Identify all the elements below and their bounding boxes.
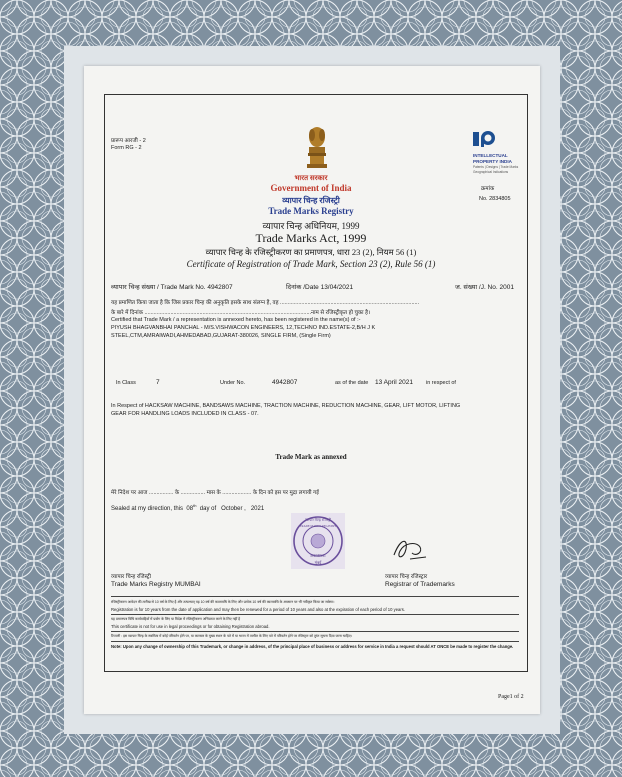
note2-english: This certificate is not for use in legal proceedings or for obtaining Registration abroad. <box>111 624 270 629</box>
certificate-title-english: Certificate of Registration of Trade Mark, Section 23 (2), Rule 56 (1) <box>186 259 436 269</box>
ip-logo-line3: Patents | Designs | Trade Marks <box>473 165 519 170</box>
certificate-title-hindi: व्यापार चिन्ह के रजिस्ट्रीकरण का प्रमाणपत्र, धारा 23 (2), नियम 56 (1) <box>205 247 417 257</box>
tm-label: व्यापार चिन्ह संख्या / Trade Mark No. <box>111 284 206 291</box>
sealed-year: 2021 <box>250 506 265 512</box>
note1-hindi: रजिस्ट्रीकरण आवेदन की तारीख से 10 वर्ष के लिए है और तत्पश्चात् यह 10 वर्ष की कालावधि के लिए और प्रत्येक 10 वर्ष की कालावधि के अवसान पर भी नवीकृत किया जा सकेगा। <box>111 600 335 604</box>
para-hindi-1: यह प्रमाणित किया जाता है कि जिस प्रकार चिन्ह की अनुकृति इसके साथ संलग्न है, वह ........................................................................................... <box>111 300 420 306</box>
note1-english: Registration is for 10 years from the date of application and may then be renewed for a period of 10 years and also at the expiration of each period of 10 years. <box>111 607 405 612</box>
sealed-day: 08 <box>186 506 194 512</box>
seal-city-english: MUMBAI <box>310 554 326 558</box>
note-divider-3 <box>111 641 519 642</box>
owner-line-1: PIYUSH BHAGVANBHAI PANCHAL - M/S.VISHWACON ENGINEERS, 12,TECHNO IND.ESTATE-2,B/H J K <box>111 325 376 331</box>
footer-divider <box>111 596 519 597</box>
registry-english: Trade Marks Registry <box>268 206 354 216</box>
footer-left-hindi: व्यापार चिन्ह रजिस्ट्री <box>111 574 151 580</box>
seal-city-hindi: मुंबई <box>314 560 322 565</box>
ip-logo-line1: INTELLECTUAL <box>473 153 508 158</box>
footer-right-english: Registrar of Trademarks <box>385 581 455 588</box>
goods-line-1: In Respect of HACKSAW MACHINE, BANDSAWS MACHINE, TRACTION MACHINE, REDUCTION MACHINE, GEAR, LIFT MOTOR, LIFTING <box>111 403 461 409</box>
para-english: Certified that Trade Mark / a representation is annexed hereto, has been registered in the name(s) of :- <box>111 317 361 323</box>
asof-value: 13 April 2021 <box>375 379 413 386</box>
note-divider-2 <box>111 631 519 632</box>
note-divider-1 <box>111 614 519 615</box>
note2-hindi: यह प्रमाणपत्र विधि कार्यवाहियों में प्रयोग के लिए या विदेश में रजिस्ट्रीकरण अभिप्राप्त करने के लिए नहीं है <box>111 617 241 621</box>
trade-mark-annexed: Trade Mark as annexed <box>275 453 347 461</box>
serial-number: No. 2834805 <box>479 196 511 202</box>
registration-date <box>286 282 353 291</box>
registrar-signature <box>390 533 430 565</box>
ip-india-logo <box>473 130 518 174</box>
journal-label: ज. संख्या /J. No. <box>455 284 498 291</box>
under-value: 4942807 <box>272 379 298 386</box>
registry-hindi: व्यापार चिन्ह रजिस्ट्री <box>282 196 340 205</box>
ip-logo-line2: PROPERTY INDIA <box>473 159 512 165</box>
serial-hindi: क्रमांक <box>481 186 495 192</box>
sealed-label: Sealed at my direction, this <box>111 506 184 512</box>
sealed-day-suffix: th <box>193 503 197 508</box>
govt-hindi: भारत सरकार <box>294 174 328 182</box>
trade-mark-no <box>111 282 233 291</box>
date-label: दिनांक /Date <box>286 284 319 291</box>
govt-english: Government of India <box>270 183 352 193</box>
form-english: Form RG - 2 <box>111 145 142 151</box>
seal-ring-english: TRADE MARKS REGISTRY <box>299 524 337 528</box>
class-label: In Class <box>116 380 136 386</box>
sealed-mid: day of <box>199 506 217 512</box>
para-hindi-2: के बारे में दिनांक .............................................................................................................नाम से रजिस्ट्रीकृत हो चुका है। <box>111 310 371 316</box>
form-hindi: प्रारूप आरजी - 2 <box>111 138 146 144</box>
goods-line-2: GEAR FOR HANDLING LOADS INCLUDED IN CLASS - 07. <box>111 411 259 417</box>
sealed-hindi: मेरे निदेश पर आज ................ के ................ मास के ................... के दिन को इस पर मुद्रा लगायी गई <box>111 490 319 496</box>
class-value: 7 <box>156 379 160 386</box>
page-number: Page1 of 2 <box>498 694 524 700</box>
owner-line-2: STEEL,CTM,AMRAIWADI,AHMEDABAD,GUJARAT-380026, SINGLE FIRM, (Single Firm) <box>111 333 331 339</box>
tm-value: 4942807 <box>207 284 233 291</box>
seal-ring-hindi: व्यापार चिन्ह रजिस्ट्री <box>305 518 331 522</box>
journal-value: 2001 <box>499 284 514 291</box>
date-value: 13/04/2021 <box>320 284 354 291</box>
sealed-month: October , <box>221 506 246 512</box>
under-label: Under No. <box>220 380 246 386</box>
national-emblem-icon <box>306 125 328 171</box>
ip-india-icon <box>473 130 499 148</box>
registry-seal <box>291 513 345 569</box>
journal-no <box>455 282 514 291</box>
respect-label: in respect of <box>426 380 456 386</box>
ip-logo-line4: Geographical Indications <box>473 169 509 174</box>
note3-hindi: टिप्पणी : इस व्यापार चिन्ह के स्वामित्व में कोई परिवर्तन होने पर, या कारबार के मुख्य स्थान के पते में या भारत में तामील के लिए पते में परिवर्तन होने पर रजिस्ट्रार को तुरंत सूचना दिया जाना चाहिए। <box>111 634 352 638</box>
note3-english: Note: Upon any change of ownership of this Trademark, or change in address, of the principal place of business or address for service in India a request should AT ONCE be made to register the change. <box>111 644 514 649</box>
sealed-line <box>111 503 264 512</box>
footer-right-hindi: व्यापार चिन्ह रजिस्ट्रार <box>385 574 428 580</box>
act-hindi: व्यापार चिन्ह अधिनियम, 1999 <box>262 221 360 231</box>
footer-left-english: Trade Marks Registry MUMBAI <box>111 581 201 588</box>
act-english: Trade Marks Act, 1999 <box>255 231 367 245</box>
asof-label: as of the date <box>335 380 369 386</box>
